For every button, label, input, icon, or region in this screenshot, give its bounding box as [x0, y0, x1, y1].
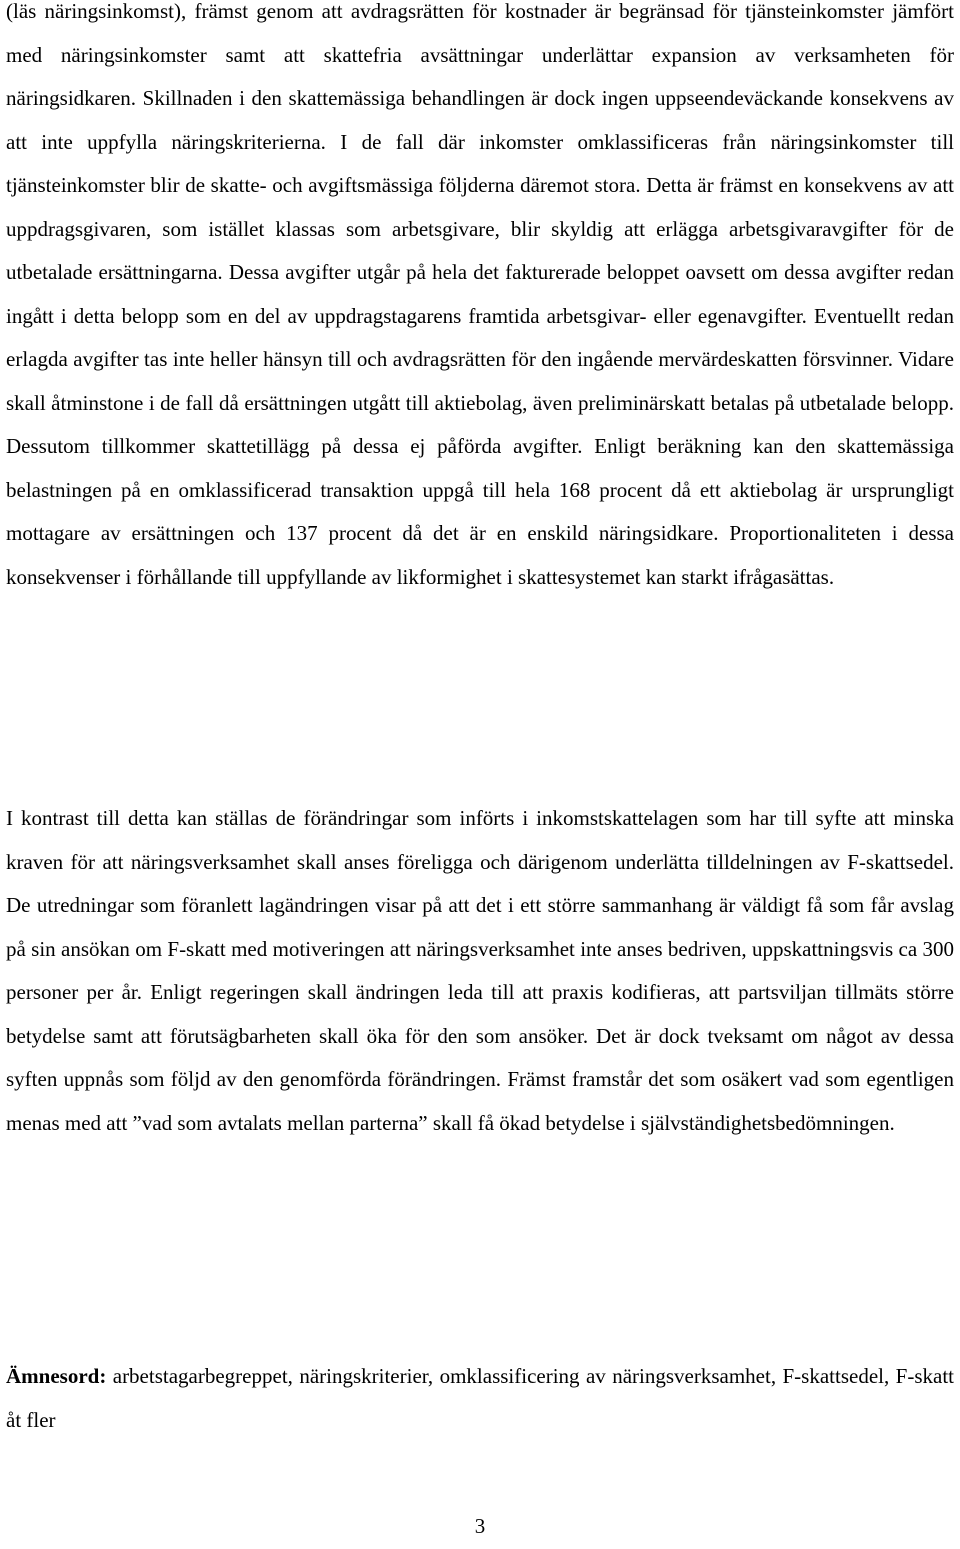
keywords-paragraph [6, 1355, 954, 1442]
keywords-label: Ämnesord: [6, 1364, 107, 1388]
body-paragraph-1: (läs näringsinkomst), främst genom att avdragsrätten för kostnader är begränsad för tjänsteinkomster jämfört med näringsinkomster samt att skattefria avsättningar underlättar expansion av verksamheten för näringsidkaren. Skillnaden i den skattemässiga behandlingen är dock ingen uppseendeväckande konsekvens av att inte uppfylla näringskriterierna. I de fall där inkomster omklassificeras från näringsinkomster till tjänsteinkomster blir de skatte- och avgiftsmässiga följderna däremot stora. Detta är främst en konsekvens av att uppdragsgivaren, som istället klassas som arbetsgivare, blir skyldig att erlägga arbetsgivaravgifter för de utbetalade ersättningarna. Dessa avgifter utgår på hela det fakturerade beloppet oavsett om dessa avgifter redan ingått i detta belopp som en del av uppdragstagarens framtida arbetsgivar- eller egenavgifter. Eventuellt redan erlagda avgifter tas inte heller hänsyn till och avdragsrätten för den ingående mervärdeskatten försvinner. Vidare skall åtminstone i de fall då ersättningen utgått till aktiebolag, även preliminärskatt betalas på utbetalade belopp. Dessutom tillkommer skattetillägg på dessa ej påförda avgifter. Enligt beräkning kan den skattemässiga belastningen på en omklassificerad transaktion uppgå till hela 168 procent då ett aktiebolag är ursprungligt mottagare av ersättningen och 137 procent då det är en enskild näringsidkare. Proportionaliteten i dessa konsekvenser i förhållande till uppfyllande av likformighet i skattesystemet kan starkt ifrågasättas. [6, 0, 954, 589]
body-paragraph-2: I kontrast till detta kan ställas de förändringar som införts i inkomstskattelagen som har till syfte att minska kraven för att näringsverksamhet skall anses föreligga och därigenom underlätta tilldelningen av F-skattsedel. De utredningar som föranlett lagändringen visar på att det i ett större sammanhang är väldigt få som får avslag på sin ansökan om F-skatt med motiveringen att näringsverksamhet inte anses bedriven, uppskattningsvis ca 300 personer per år. Enligt regeringen skall ändringen leda till att praxis kodifieras, att partsviljan tillmäts större betydelse samt att förutsägbarheten skall öka för den som ansöker. Det är dock tveksamt om något av dessa syften uppnås som följd av den genomförda förändringen. Främst framstår det som osäkert vad som egentligen menas med att ”vad som avtalats mellan parterna” skall få ökad betydelse i självständighetsbedömningen. [6, 806, 954, 1135]
keywords-text: arbetstagarbegreppet, näringskriterier, omklassificering av näringsverksamhet, F-skattsedel, F-skatt åt fler [6, 1364, 954, 1432]
page-number: 3 [474, 1514, 486, 1538]
